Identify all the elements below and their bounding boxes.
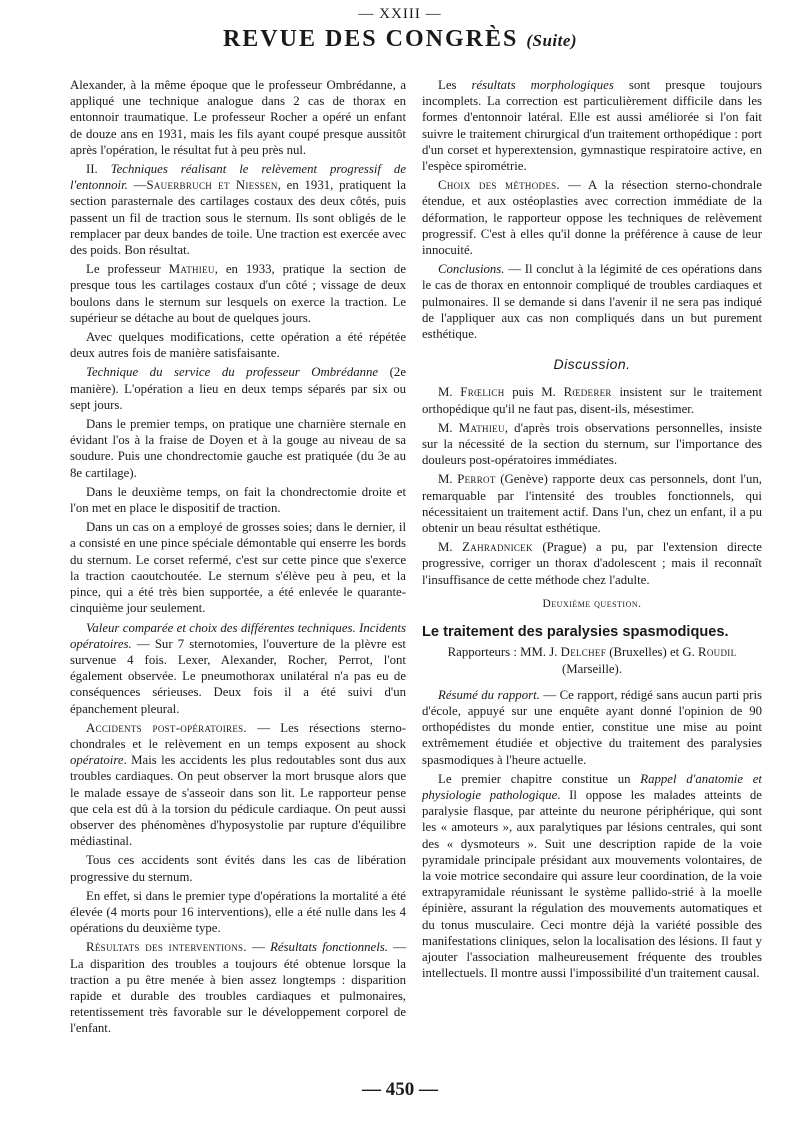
title-main: REVUE DES CONGRÈS [222,26,519,52]
paragraph: M. Perrot (Genève) rapporte deux cas personnels, dont l'un, remarquable par l'intensité des troubles fonctionnels, qui nécessitaient un traitement actif. Dans l'un, chez un enfant, il a pu obtenir un beau résultat esthétique. [422,472,762,536]
paragraph: Les résultats morphologiques sont presque toujours incomplets. La correction est particulièrement difficile dans les formes d'entonnoir latéral. Elle est aussi améliorée si l'on fait suivre le traitement chirurgical d'un traitement orthopédique : port d'un corset et hyperextension, gymnastique respiratoire active, en l'espèce spirométrie. [422,78,762,174]
paragraph: Tous ces accidents sont évités dans les cas de libération progressive du sternum. [70,853,406,884]
paragraph: M. Frœlich puis M. Rœderer insistent sur le traitement orthopédique qu'il ne faut pas, disent-ils, mésestimer. [422,385,762,416]
page-title [0,26,800,53]
paragraph: Résumé du rapport. — Ce rapport, rédigé sans aucun parti pris d'école, appuyé sur une enquête ayant donné l'opinion de 90 orthopédistes du monde entier, constitue une mise au point extrêmement étudiée et objective du traitement des paralysies spasmodiques à l'heure actuelle. [422,687,762,767]
paragraph: Valeur comparée et choix des différentes techniques. Incidents opératoires. — Sur 7 sternotomies, l'ouverture de la plèvre est survenue 4 fois. Lexer, Alexander, Rocher, Perrot, l'ont également observée. Le pneumothorax unilatéral n'a pas eu de conséquences sérieuses. Deux fois il a été suivi d'un épanchement pleural. [70,620,406,716]
paragraph: Dans le premier temps, on pratique une charnière sternale en évidant l'os à la fraise de Doyen et à la gouge au niveau de sa soudure. Puis une chondrectomie gauche est pratiquée (du 3e au 8e cartilage). [70,417,406,480]
paragraph: Alexander, à la même époque que le professeur Ombrédanne, a appliqué une technique analogue dans 2 cas de thorax en entonnoir traumatique. Le professeur Rocher a opéré un enfant de douze ans en 1931, mais les fils ayant coupé presque aussitôt après l'opération, le résultat fut à peu près nul. [70,78,406,157]
paragraph: Résultats des interventions. — Résultats fonctionnels. — La disparition des troubles a toujours été obtenue lorsque la traction a pu être menée à bien assez longtemps : disparition rapide et durable des troubles cardiaques et pulmonaires, retentissement très favorable sur le développement corporel de l'enfant. [70,940,406,1036]
paragraph: Accidents post-opératoires. — Les résections sterno-chondrales et le relèvement en un temps exposent au shock opératoire. Mais les accidents les plus redoutables sont dus aux troubles cardiaques. On peut observer la mort brusque alors que le malade essaye de s'asseoir dans son lit. Le rapporteur pense que cela est dû à la torsion du pédicule cardiaque. On peut aussi observer des phénomènes d'hyposystolie par rupture d'équilibre médiastinal. [70,720,406,849]
paragraph: II. Techniques réalisant le relèvement progressif de l'entonnoir. —Sauerbruch et Niessen, en 1931, pratiquent la section parasternale des cartilages costaux des deux côtés, puis passent un fil de traction sous le sternum. Ils sont obligés de le remplacer par deux bandes de toile. Une traction est exercée avec des poids. Bon résultat. [70,162,407,258]
paragraph: Le premier chapitre constitue un Rappel d'anatomie et physiologie pathologique. Il oppose les malades atteints de paralysie flasque, par atteinte du neurone périphérique, qui sont les « amoteurs », aux paralytiques par lésions centrales, qui sont des « dysmoteurs ». Suit une description rapide de la voie pyramidale principale présidant aux mouvements volontaires, de la voie motrice secondaire qui assure leur coordination, de la voie extrapyramidale réunissant le système pallido-strié à la moelle épinière, assurant la régulation des mouvements automatiques et du tonus musculaire. Ceci montre déjà la variété possible des manifestations cliniques, selon la localisation des lésions. Il faut y ajouter l'association malheureusement fréquente des troubles intellectuels. Il montre aussi l'impossibilité d'un traitement causal. [422,771,762,981]
title-suffix: (Suite) [526,31,578,50]
discussion-heading: Discussion. [553,356,631,373]
page-number: — 450 — [362,1079,438,1100]
right-column [422,77,762,984]
paragraph: En effet, si dans le premier type d'opérations la mortalité a été élevée (4 morts pour 16 interventions), elle a été nulle dans les 4 opérations du deuxième type. [70,888,406,936]
paragraph: Choix des méthodes. — A la résection sterno-chondrale étendue, et aux ostéoplasties avec correction immédiate de la déformation, le rapporteur oppose les techniques de relèvement progressif. C'est à elles qu'il donne la préférence à cause de leur innocuité. [422,178,762,258]
paragraph: Conclusions. — Il conclut à la légimité de ces opérations dans le cas de thorax en entonnoir compliqué de troubles cardiaques et pulmonaires. Il se demande si dans l'avenir il ne sera pas indiqué de l'appliquer aux cas non compliqués dans un but purement esthétique. [422,262,762,342]
paragraph: Dans le deuxième temps, on fait la chondrectomie droite et l'on met en place le dispositif de traction. [70,484,406,516]
paragraph: Le professeur Mathieu, en 1933, pratique la section de presque tous les cartilages costaux d'un côté ; vissage de deux boulons dans le sternum sur lesquels on exerce la traction. Le supérieur se détache au bout de quelques jours. [70,262,406,325]
paragraph: M. Mathieu, d'après trois observations personnelles, insiste sur la nécessité de la section du sternum, sur l'importance des douleurs post-opératoires immédiates. [422,420,762,468]
paragraph: Avec quelques modifications, cette opération a été répétée deux autres fois de manière satisfaisante. [70,330,406,361]
left-column [70,77,406,1040]
roman-page-number: — XXIII — [358,6,442,22]
paragraph: M. Zahradnicek (Prague) a pu, par l'extension directe progressive, corriger un thorax d'adolescent ; mais il reconnaît l'insuffisance de cette méthode chez l'adulte. [422,540,762,587]
paragraph: Dans un cas on a employé de grosses soies; dans le dernier, il a consisté en une pince spéciale démontable qui enserre les bords du sternum. Le corset refermé, c'est sur cette pince que s'exerce la traction caoutchoutée. Le sternum s'élève peu à peu, et la pince, qui a été très bien supportée, a été enlevée le quarante-cinquième jour seulement. [70,520,406,616]
question-heading: Deuxième question. [542,597,642,610]
paragraph: Technique du service du professeur Ombrédanne (2e manière). L'opération a lieu en deux temps séparés par six ou sept jours. [70,365,407,412]
rapporteurs-line: Rapporteurs : MM. J. Delchef (Bruxelles) et G. Roudil (Marseille). [447,645,737,676]
section-heading: Le traitement des paralysies spasmodiques. [422,624,729,641]
